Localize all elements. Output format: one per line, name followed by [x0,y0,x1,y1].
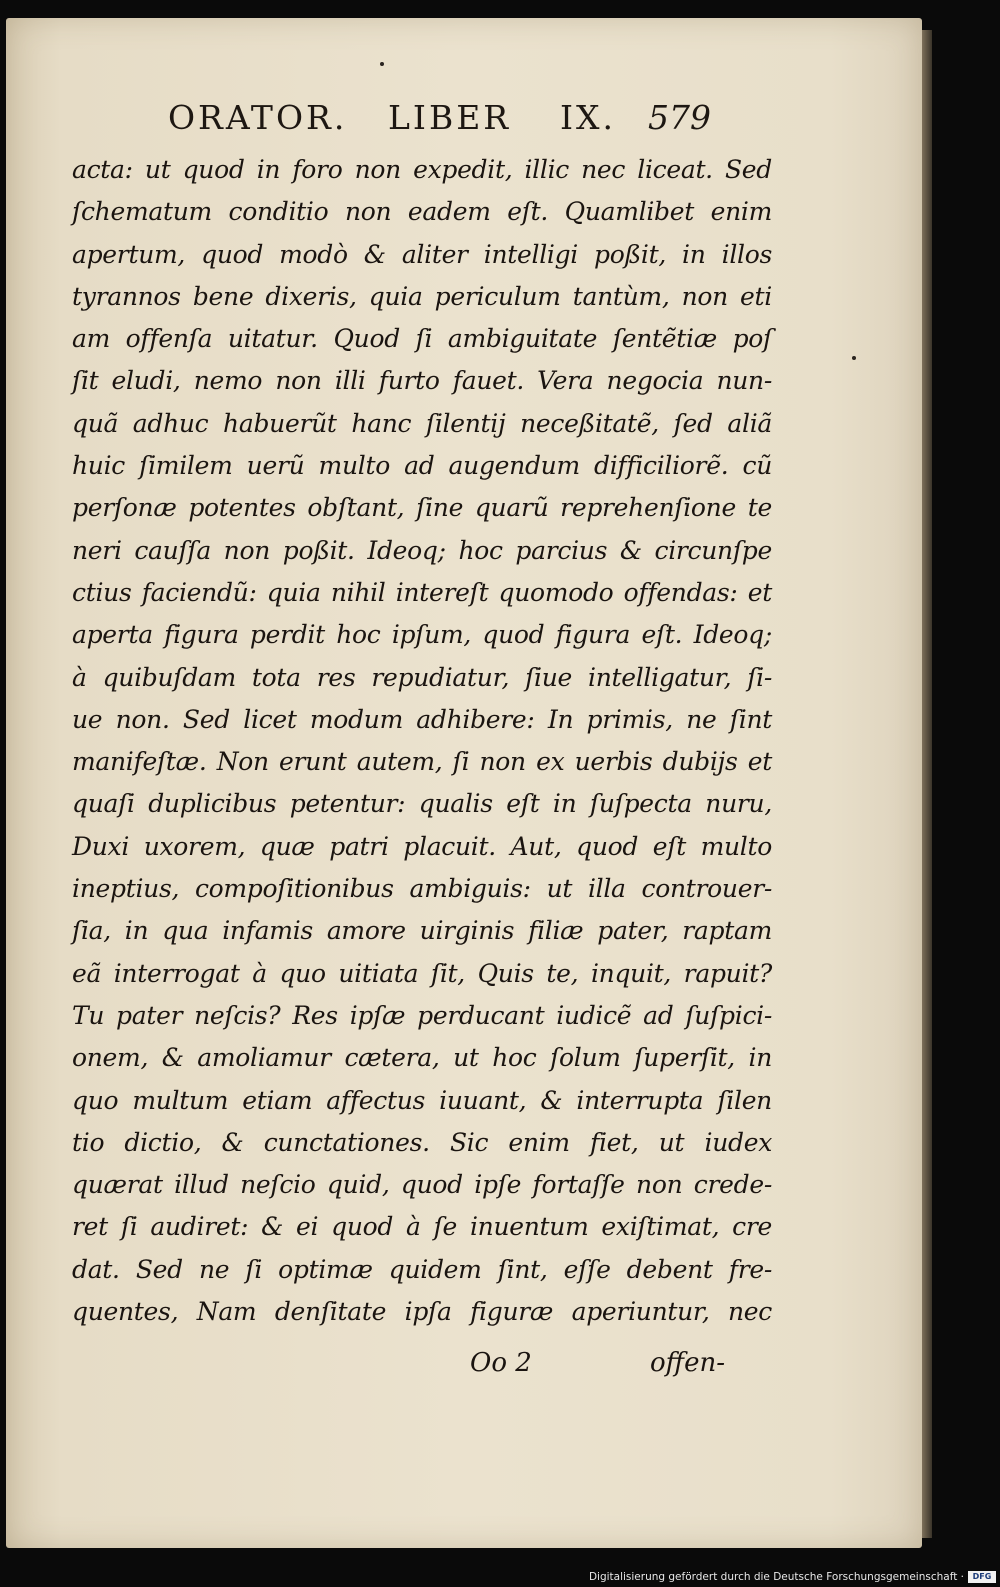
text-line: manifeſtæ. Non erunt autem, ſi non ex uerbis dubijs et [72,747,772,777]
signature-mark: Oo 2 [470,1348,532,1378]
running-head-title: ORATOR. [168,98,348,137]
text-line: tyrannos bene dixeris, quia periculum tantùm, non eti [72,281,772,311]
speck [380,62,384,66]
page-edge [922,30,932,1538]
running-head-book-number: IX. [560,98,617,137]
text-line: apertum, quod modò & aliter intelligi poßit, in illos [72,239,772,269]
digitization-credit: Digitalisierung gefördert durch die Deutsche Forschungsgemeinschaft · [588,1571,964,1583]
text-line: aperta figura perdit hoc ipſum, quod figura eſt. Ideoq; [72,620,772,650]
text-line: eã interrogat à quo uitiata ſit, Quis te, inquit, rapuit? [72,958,772,988]
running-head-book: LIBER [388,98,512,137]
text-line: am offenſa uitatur. Quod ſi ambiguitate ſentẽtiæ poſ [72,324,772,354]
body-text [72,149,772,1333]
dfg-logo: DFG [968,1571,996,1583]
text-line: onem, & amoliamur cætera, ut hoc ſolum ſuperſit, in [72,1043,772,1073]
text-line: quo multum etiam affectus iuuant, & interrupta ſilen [72,1085,772,1115]
text-line: quã adhuc habuerũt hanc ſilentij neceßitatẽ, ſed aliã [72,408,772,438]
text-line: ſia, in qua infamis amore uirginis filiæ pater, raptam [72,916,772,946]
text-line: dat. Sed ne ſi optimæ quidem ſint, eſſe debent fre- [72,1254,772,1284]
text-line: ret ſi audiret: & ei quod à ſe inuentum exiſtimat, cre [72,1212,772,1242]
text-line: quærat illud neſcio quid, quod ipſe fortaſſe non crede- [72,1170,772,1200]
text-line: ſit eludi, nemo non illi furto fauet. Vera negocia nun- [72,366,772,396]
text-line: perſonæ potentes obſtant, ſine quarũ reprehenſione te [72,493,772,523]
text-line: quaſi duplicibus petentur: qualis eſt in ſuſpecta nuru, [72,789,772,819]
speck [852,356,856,360]
text-line: acta: ut quod in foro non expedit, illic nec liceat. Sed [72,155,772,184]
text-line: neri cauſſa non poßit. Ideoq; hoc parcius & circunſpe [72,535,772,565]
text-line: à quibuſdam tota res repudiatur, ſiue intelligatur, ſi- [72,662,772,692]
text-line: ue non. Sed licet modum adhibere: In primis, ne ſint [72,704,772,734]
catchword: offen- [650,1348,725,1378]
text-line: Duxi uxorem, quæ patri placuit. Aut, quod eſt multo [72,831,772,861]
text-line: ſchematum conditio non eadem eſt. Quamlibet enim [72,197,772,227]
text-line: quentes, Nam denſitate ipſa figuræ aperiuntur, nec [72,1297,772,1327]
text-line: tio dictio, & cunctationes. Sic enim fiet, ut iudex [72,1127,772,1157]
text-line: Tu pater neſcis? Res ipſæ perducant iudicẽ ad ſuſpici- [72,1000,772,1030]
text-line: ctius faciendũ: quia nihil intereſt quomodo offendas: et [72,577,772,607]
text-line: ineptius, compoſitionibus ambiguis: ut illa controuer- [72,874,772,904]
page-number: 579 [648,98,711,137]
text-line: huic ſimilem uerũ multo ad augendum difficiliorẽ. cũ [72,451,772,481]
